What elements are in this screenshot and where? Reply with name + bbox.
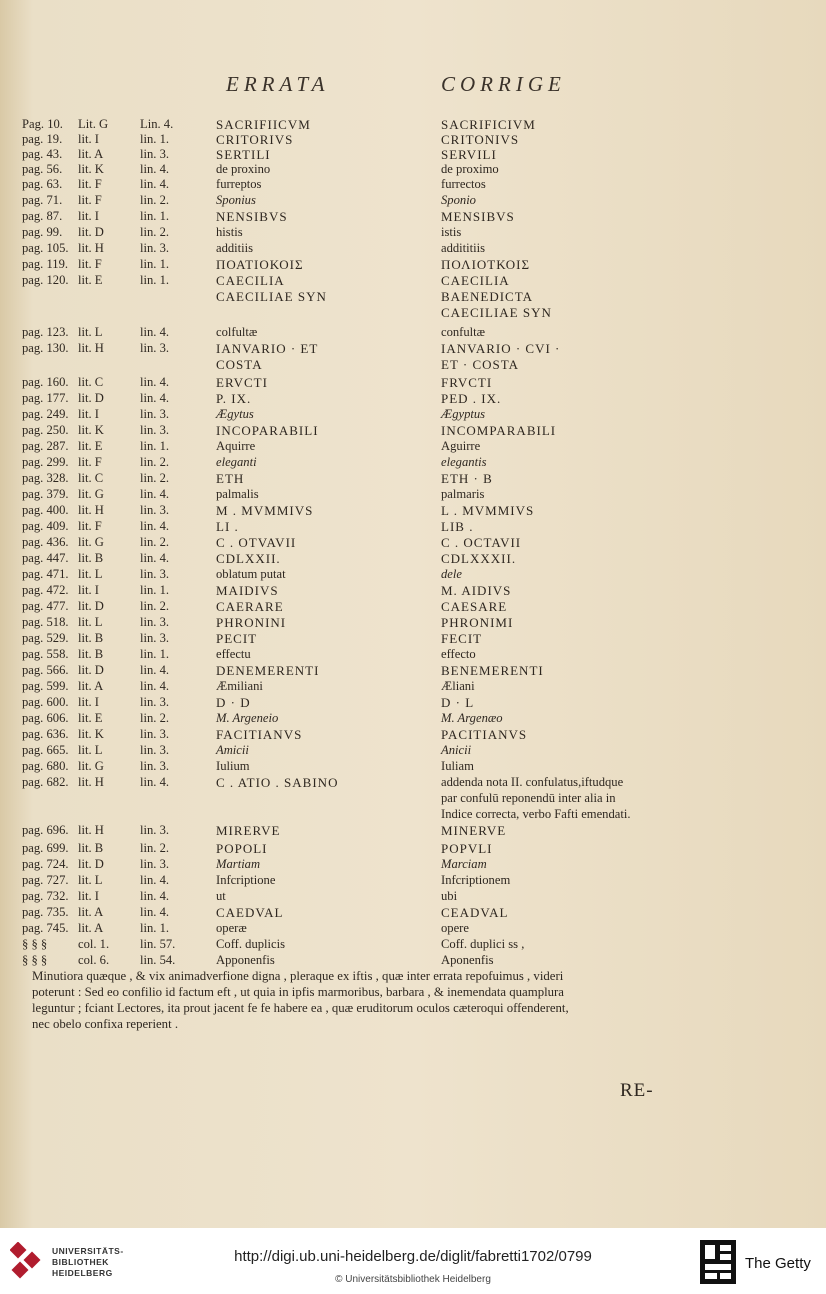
- copyright-text: © Universitätsbibliothek Heidelberg: [335, 1274, 491, 1285]
- errata-cor-cell: SACRIFICIVM: [441, 117, 536, 132]
- errata-cor-cell: Ægyptus: [441, 407, 486, 421]
- errata-err-cell: POPOLI: [216, 841, 268, 856]
- errata-pag-cell: pag. 119.: [22, 257, 69, 271]
- errata-lin-cell: lin. 4.: [140, 325, 170, 339]
- errata-lin-cell: lin. 2.: [140, 471, 170, 485]
- errata-lit-cell: col. 6.: [78, 953, 110, 967]
- errata-err-cell: MIRERVE: [216, 823, 281, 838]
- errata-err-cell: PHRONINI: [216, 615, 287, 630]
- errata-cor-cell: M. AIDIVS: [441, 583, 512, 598]
- errata-err-cell: Ægytus: [216, 407, 254, 421]
- note-line: poterunt : Sed eo confilio id factum eft , ut quia in ipfis marmoribus, barbara , & inemendata quamplura: [32, 985, 564, 999]
- getty-label: The Getty: [745, 1255, 811, 1272]
- errata-pag-cell: pag. 130.: [22, 341, 69, 355]
- errata-err-cell: additiis: [216, 241, 254, 255]
- errata-lit-cell: lit. D: [78, 391, 104, 405]
- errata-lin-cell: Lin. 4.: [140, 117, 174, 131]
- errata-err-cell: Æmiliani: [216, 679, 263, 693]
- errata-err-cell: NENSIBVS: [216, 209, 288, 224]
- errata-err-cell: IANVARIO · ET: [216, 341, 319, 356]
- errata-pag-cell: pag. 680.: [22, 759, 69, 773]
- errata-cor-cell: ET · COSTA: [441, 357, 520, 372]
- errata-cor-cell: SERVILI: [441, 147, 497, 162]
- errata-cor-cell: Indice correcta, verbo Fafti emendati.: [441, 807, 631, 821]
- errata-lit-cell: lit. G: [78, 759, 104, 773]
- errata-lin-cell: lin. 3.: [140, 823, 170, 837]
- errata-err-cell: histis: [216, 225, 243, 239]
- errata-lit-cell: lit. I: [78, 407, 99, 421]
- errata-err-cell: Iulium: [216, 759, 250, 773]
- errata-cor-cell: Infcriptionem: [441, 873, 511, 887]
- errata-err-cell: furreptos: [216, 177, 262, 191]
- errata-lin-cell: lin. 3.: [140, 615, 170, 629]
- errata-lit-cell: lit. D: [78, 599, 104, 613]
- errata-lit-cell: lit. I: [78, 695, 99, 709]
- errata-lit-cell: lit. F: [78, 455, 102, 469]
- errata-cor-cell: istis: [441, 225, 462, 239]
- errata-lit-cell: lit. D: [78, 857, 104, 871]
- errata-pag-cell: pag. 123.: [22, 325, 69, 339]
- errata-cor-cell: Sponio: [441, 193, 476, 207]
- errata-err-cell: M . MVMMIVS: [216, 503, 314, 518]
- errata-cor-cell: D · L: [441, 695, 475, 710]
- errata-lin-cell: lin. 3.: [140, 147, 170, 161]
- errata-pag-cell: pag. 250.: [22, 423, 69, 437]
- errata-lit-cell: lit. A: [78, 905, 104, 919]
- errata-err-cell: eleganti: [216, 455, 257, 469]
- errata-lit-cell: lit. K: [78, 727, 104, 741]
- errata-lit-cell: lit. B: [78, 631, 104, 645]
- errata-lin-cell: lin. 2.: [140, 841, 170, 855]
- errata-err-cell: operæ: [216, 921, 247, 935]
- errata-lit-cell: lit. K: [78, 423, 104, 437]
- errata-cor-cell: CEADVAL: [441, 905, 509, 920]
- errata-lin-cell: lin. 3.: [140, 423, 170, 437]
- errata-err-cell: Apponenfis: [216, 953, 275, 967]
- errata-pag-cell: pag. 724.: [22, 857, 69, 871]
- errata-lit-cell: lit. F: [78, 257, 102, 271]
- errata-lit-cell: lit. F: [78, 519, 102, 533]
- errata-lit-cell: lit. I: [78, 132, 99, 146]
- library-name: UNIVERSITÄTS- BIBLIOTHEK HEIDELBERG: [52, 1246, 124, 1278]
- errata-pag-cell: pag. 599.: [22, 679, 69, 693]
- errata-lin-cell: lin. 3.: [140, 857, 170, 871]
- errata-lit-cell: col. 1.: [78, 937, 110, 951]
- errata-pag-cell: pag. 745.: [22, 921, 69, 935]
- errata-pag-cell: § § §: [22, 937, 48, 951]
- errata-lin-cell: lin. 4.: [140, 873, 170, 887]
- errata-lin-cell: lin. 1.: [140, 647, 170, 661]
- errata-pag-cell: pag. 558.: [22, 647, 69, 661]
- errata-lit-cell: lit. L: [78, 873, 103, 887]
- errata-cor-cell: dele: [441, 567, 462, 581]
- errata-lit-cell: lit. F: [78, 193, 102, 207]
- errata-lin-cell: lin. 1.: [140, 439, 170, 453]
- page-url-link[interactable]: http://digi.ub.uni-heidelberg.de/diglit/fabretti1702/0799: [234, 1248, 592, 1265]
- errata-pag-cell: pag. 600.: [22, 695, 69, 709]
- errata-lit-cell: lit. D: [78, 225, 104, 239]
- errata-err-cell: Martiam: [216, 857, 261, 871]
- errata-err-cell: Infcriptione: [216, 873, 276, 887]
- errata-lin-cell: lin. 2.: [140, 225, 170, 239]
- errata-lit-cell: lit. G: [78, 487, 104, 501]
- errata-pag-cell: pag. 400.: [22, 503, 69, 517]
- errata-lin-cell: lin. 1.: [140, 921, 170, 935]
- errata-lit-cell: lit. H: [78, 341, 104, 355]
- errata-err-cell: de proxino: [216, 162, 271, 176]
- errata-err-cell: ΠΟΑΤΙΟΚΟΙΣ: [216, 257, 304, 272]
- errata-cor-cell: confultæ: [441, 325, 486, 339]
- errata-cor-cell: L . MVMMIVS: [441, 503, 535, 518]
- errata-cor-cell: par confulū reponendū inter alia in: [441, 791, 616, 805]
- errata-err-cell: C . OTVAVII: [216, 535, 297, 550]
- errata-lin-cell: lin. 4.: [140, 663, 170, 677]
- errata-cor-cell: ΠΟΛΙΟΤΚΟΙΣ: [441, 257, 531, 272]
- errata-lin-cell: lin. 1.: [140, 273, 170, 287]
- errata-lin-cell: lin. 3.: [140, 631, 170, 645]
- errata-pag-cell: pag. 56.: [22, 162, 63, 176]
- errata-lit-cell: lit. C: [78, 375, 104, 389]
- errata-cor-cell: Marciam: [441, 857, 487, 871]
- errata-lit-cell: lit. C: [78, 471, 104, 485]
- errata-err-cell: effectu: [216, 647, 251, 661]
- errata-cor-cell: CAESARE: [441, 599, 508, 614]
- errata-cor-cell: BENEMERENTI: [441, 663, 544, 678]
- errata-cor-cell: LIB .: [441, 519, 474, 534]
- errata-cor-cell: CAECILIAE SYN: [441, 305, 552, 320]
- errata-lin-cell: lin. 3.: [140, 241, 170, 255]
- errata-cor-cell: de proximo: [441, 162, 499, 176]
- errata-pag-cell: pag. 120.: [22, 273, 69, 287]
- note-line: leguntur ; fciant Lectores, ita prout jacent fe fe habere ea , quæ eruditorum oculos cæteroqui offenderent,: [32, 1001, 569, 1015]
- errata-cor-cell: opere: [441, 921, 469, 935]
- errata-err-cell: colfultæ: [216, 325, 258, 339]
- errata-cor-cell: MENSIBVS: [441, 209, 515, 224]
- errata-lin-cell: lin. 1.: [140, 132, 170, 146]
- errata-cor-cell: CRITONIVS: [441, 132, 520, 147]
- errata-err-cell: ERVCTI: [216, 375, 268, 390]
- errata-err-cell: MAIDIVS: [216, 583, 279, 598]
- errata-lit-cell: lit. B: [78, 551, 104, 565]
- errata-err-cell: Coff. duplicis: [216, 937, 286, 951]
- note-line: nec obelo confixa reperient .: [32, 1017, 179, 1031]
- errata-pag-cell: pag. 727.: [22, 873, 69, 887]
- errata-lin-cell: lin. 1.: [140, 257, 170, 271]
- errata-lit-cell: lit. I: [78, 583, 99, 597]
- errata-err-cell: CRITORIVS: [216, 132, 294, 147]
- errata-cor-cell: CDLXXXII.: [441, 551, 517, 566]
- errata-pag-cell: pag. 99.: [22, 225, 63, 239]
- errata-pag-cell: Pag. 10.: [22, 117, 63, 131]
- errata-pag-cell: pag. 177.: [22, 391, 69, 405]
- errata-cor-cell: effecto: [441, 647, 476, 661]
- errata-lit-cell: lit. L: [78, 325, 103, 339]
- errata-lin-cell: lin. 3.: [140, 503, 170, 517]
- errata-pag-cell: pag. 477.: [22, 599, 69, 613]
- errata-pag-cell: pag. 287.: [22, 439, 69, 453]
- errata-err-cell: SACRIFIICVM: [216, 117, 311, 132]
- errata-cor-cell: Aponenfis: [441, 953, 494, 967]
- errata-lit-cell: lit. F: [78, 177, 102, 191]
- errata-lit-cell: lit. D: [78, 663, 104, 677]
- getty-logo-icon[interactable]: [700, 1240, 736, 1289]
- errata-lit-cell: lit. H: [78, 503, 104, 517]
- errata-pag-cell: § § §: [22, 953, 48, 967]
- errata-err-cell: CAECILIA: [216, 273, 285, 288]
- errata-lit-cell: lit. H: [78, 823, 104, 837]
- errata-lin-cell: lin. 2.: [140, 455, 170, 469]
- errata-header: ERRATA: [226, 72, 330, 96]
- errata-cor-cell: PED . IX.: [441, 391, 502, 406]
- errata-lit-cell: lit. L: [78, 743, 103, 757]
- errata-lin-cell: lin. 3.: [140, 695, 170, 709]
- errata-pag-cell: pag. 160.: [22, 375, 69, 389]
- catchword: RE-: [620, 1080, 654, 1101]
- errata-lin-cell: lin. 3.: [140, 743, 170, 757]
- errata-lin-cell: lin. 2.: [140, 599, 170, 613]
- errata-lin-cell: lin. 4.: [140, 375, 170, 389]
- errata-cor-cell: C . OCTAVII: [441, 535, 522, 550]
- errata-lin-cell: lin. 2.: [140, 193, 170, 207]
- errata-pag-cell: pag. 63.: [22, 177, 63, 191]
- errata-pag-cell: pag. 472.: [22, 583, 69, 597]
- errata-cor-cell: PHRONIMI: [441, 615, 514, 630]
- errata-pag-cell: pag. 529.: [22, 631, 69, 645]
- errata-lin-cell: lin. 2.: [140, 711, 170, 725]
- errata-lin-cell: lin. 57.: [140, 937, 176, 951]
- errata-cor-cell: furrectos: [441, 177, 486, 191]
- errata-pag-cell: pag. 732.: [22, 889, 69, 903]
- errata-err-cell: Amicii: [216, 743, 249, 757]
- errata-lit-cell: lit. L: [78, 615, 103, 629]
- errata-err-cell: M. Argeneio: [216, 711, 279, 725]
- errata-lin-cell: lin. 4.: [140, 905, 170, 919]
- note-paragraph: [32, 968, 682, 1032]
- errata-pag-cell: pag. 735.: [22, 905, 69, 919]
- errata-lit-cell: lit. L: [78, 567, 103, 581]
- errata-err-cell: oblatum putat: [216, 567, 286, 581]
- errata-pag-cell: pag. 409.: [22, 519, 69, 533]
- errata-pag-cell: pag. 447.: [22, 551, 69, 565]
- errata-cor-cell: FECIT: [441, 631, 483, 646]
- errata-lin-cell: lin. 4.: [140, 487, 170, 501]
- errata-pag-cell: pag. 436.: [22, 535, 69, 549]
- errata-err-cell: CAEDVAL: [216, 905, 284, 920]
- errata-cor-cell: Anicii: [441, 743, 472, 757]
- errata-cor-cell: MINERVE: [441, 823, 507, 838]
- errata-err-cell: C . ATIO . SABINO: [216, 775, 339, 790]
- errata-pag-cell: pag. 518.: [22, 615, 69, 629]
- errata-pag-cell: pag. 682.: [22, 775, 69, 789]
- errata-cor-cell: addenda nota II. confulatus,iftudque: [441, 775, 624, 789]
- errata-lit-cell: lit. I: [78, 209, 99, 223]
- errata-lin-cell: lin. 4.: [140, 162, 170, 176]
- errata-pag-cell: pag. 379.: [22, 487, 69, 501]
- errata-err-cell: LI .: [216, 519, 239, 534]
- errata-err-cell: CAERARE: [216, 599, 284, 614]
- errata-err-cell: CAECILIAE SYN: [216, 289, 327, 304]
- errata-lin-cell: lin. 4.: [140, 679, 170, 693]
- errata-err-cell: COSTA: [216, 357, 263, 372]
- errata-err-cell: INCOPARABILI: [216, 423, 319, 438]
- errata-lit-cell: Lit. G: [78, 117, 109, 131]
- errata-err-cell: Sponius: [216, 193, 256, 207]
- errata-cor-cell: ETH · B: [441, 471, 493, 486]
- errata-lit-cell: lit. E: [78, 273, 103, 287]
- errata-pag-cell: pag. 71.: [22, 193, 63, 207]
- errata-cor-cell: M. Argenæo: [441, 711, 503, 725]
- errata-lit-cell: lit. A: [78, 921, 104, 935]
- errata-lit-cell: lit. B: [78, 841, 104, 855]
- errata-cor-cell: POPVLI: [441, 841, 493, 856]
- errata-lit-cell: lit. A: [78, 147, 104, 161]
- errata-pag-cell: pag. 43.: [22, 147, 63, 161]
- errata-lit-cell: lit. H: [78, 775, 104, 789]
- errata-pag-cell: pag. 665.: [22, 743, 69, 757]
- errata-pag-cell: pag. 566.: [22, 663, 69, 677]
- errata-err-cell: P. IX.: [216, 391, 252, 406]
- errata-cor-cell: addititiis: [441, 241, 486, 255]
- errata-err-cell: D · D: [216, 695, 251, 710]
- footer-bar: [0, 1228, 826, 1294]
- errata-lin-cell: lin. 1.: [140, 209, 170, 223]
- errata-lit-cell: lit. H: [78, 241, 104, 255]
- errata-pag-cell: pag. 606.: [22, 711, 69, 725]
- errata-cor-cell: palmaris: [441, 487, 485, 501]
- errata-lin-cell: lin. 4.: [140, 889, 170, 903]
- errata-lit-cell: lit. E: [78, 439, 103, 453]
- errata-pag-cell: pag. 105.: [22, 241, 69, 255]
- errata-pag-cell: pag. 696.: [22, 823, 69, 837]
- errata-lin-cell: lin. 3.: [140, 759, 170, 773]
- errata-cor-cell: PACITIANVS: [441, 727, 528, 742]
- errata-pag-cell: pag. 328.: [22, 471, 69, 485]
- errata-err-cell: ETH: [216, 471, 245, 486]
- errata-cor-cell: BAENEDICTA: [441, 289, 534, 304]
- errata-pag-cell: pag. 87.: [22, 209, 63, 223]
- errata-lin-cell: lin. 54.: [140, 953, 176, 967]
- errata-lit-cell: lit. A: [78, 679, 104, 693]
- errata-pag-cell: pag. 699.: [22, 841, 69, 855]
- errata-cor-cell: IANVARIO · CVI ·: [441, 341, 561, 356]
- errata-lin-cell: lin. 3.: [140, 567, 170, 581]
- errata-lit-cell: lit. G: [78, 535, 104, 549]
- errata-cor-cell: CAECILIA: [441, 273, 510, 288]
- errata-cor-cell: elegantis: [441, 455, 487, 469]
- errata-pag-cell: pag. 19.: [22, 132, 63, 146]
- errata-pag-cell: pag. 471.: [22, 567, 69, 581]
- note-line: Minutiora quæque , & vix animadverfione digna , pleraque ex iftis , quæ inter errata repofuimus , videri: [32, 969, 564, 983]
- errata-lin-cell: lin. 2.: [140, 535, 170, 549]
- corrige-header: CORRIGE: [441, 72, 566, 96]
- errata-lin-cell: lin. 4.: [140, 391, 170, 405]
- errata-lin-cell: lin. 4.: [140, 775, 170, 789]
- errata-err-cell: CDLXXII.: [216, 551, 281, 566]
- errata-lit-cell: lit. E: [78, 711, 103, 725]
- errata-cor-cell: INCOMPARABILI: [441, 423, 557, 438]
- errata-pag-cell: pag. 299.: [22, 455, 69, 469]
- errata-err-cell: DENEMERENTI: [216, 663, 320, 678]
- errata-lit-cell: lit. K: [78, 162, 104, 176]
- errata-err-cell: Aquirre: [216, 439, 256, 453]
- errata-lit-cell: lit. I: [78, 889, 99, 903]
- errata-lin-cell: lin. 1.: [140, 583, 170, 597]
- errata-lit-cell: lit. B: [78, 647, 104, 661]
- errata-err-cell: PECIT: [216, 631, 258, 646]
- errata-lin-cell: lin. 3.: [140, 341, 170, 355]
- errata-lin-cell: lin. 4.: [140, 177, 170, 191]
- errata-err-cell: palmalis: [216, 487, 259, 501]
- errata-lin-cell: lin. 3.: [140, 727, 170, 741]
- errata-cor-cell: Coff. duplici ss ,: [441, 937, 525, 951]
- errata-lin-cell: lin. 3.: [140, 407, 170, 421]
- errata-cor-cell: FRVCTI: [441, 375, 493, 390]
- errata-err-cell: ut: [216, 889, 226, 903]
- errata-err-cell: FACITIANVS: [216, 727, 303, 742]
- errata-pag-cell: pag. 249.: [22, 407, 69, 421]
- errata-cor-cell: Aguirre: [441, 439, 481, 453]
- errata-cor-cell: Æliani: [441, 679, 475, 693]
- errata-err-cell: SERTILI: [216, 147, 271, 162]
- errata-lin-cell: lin. 4.: [140, 551, 170, 565]
- errata-cor-cell: ubi: [441, 889, 458, 903]
- errata-pag-cell: pag. 636.: [22, 727, 69, 741]
- errata-lin-cell: lin. 4.: [140, 519, 170, 533]
- errata-cor-cell: Iuliam: [441, 759, 474, 773]
